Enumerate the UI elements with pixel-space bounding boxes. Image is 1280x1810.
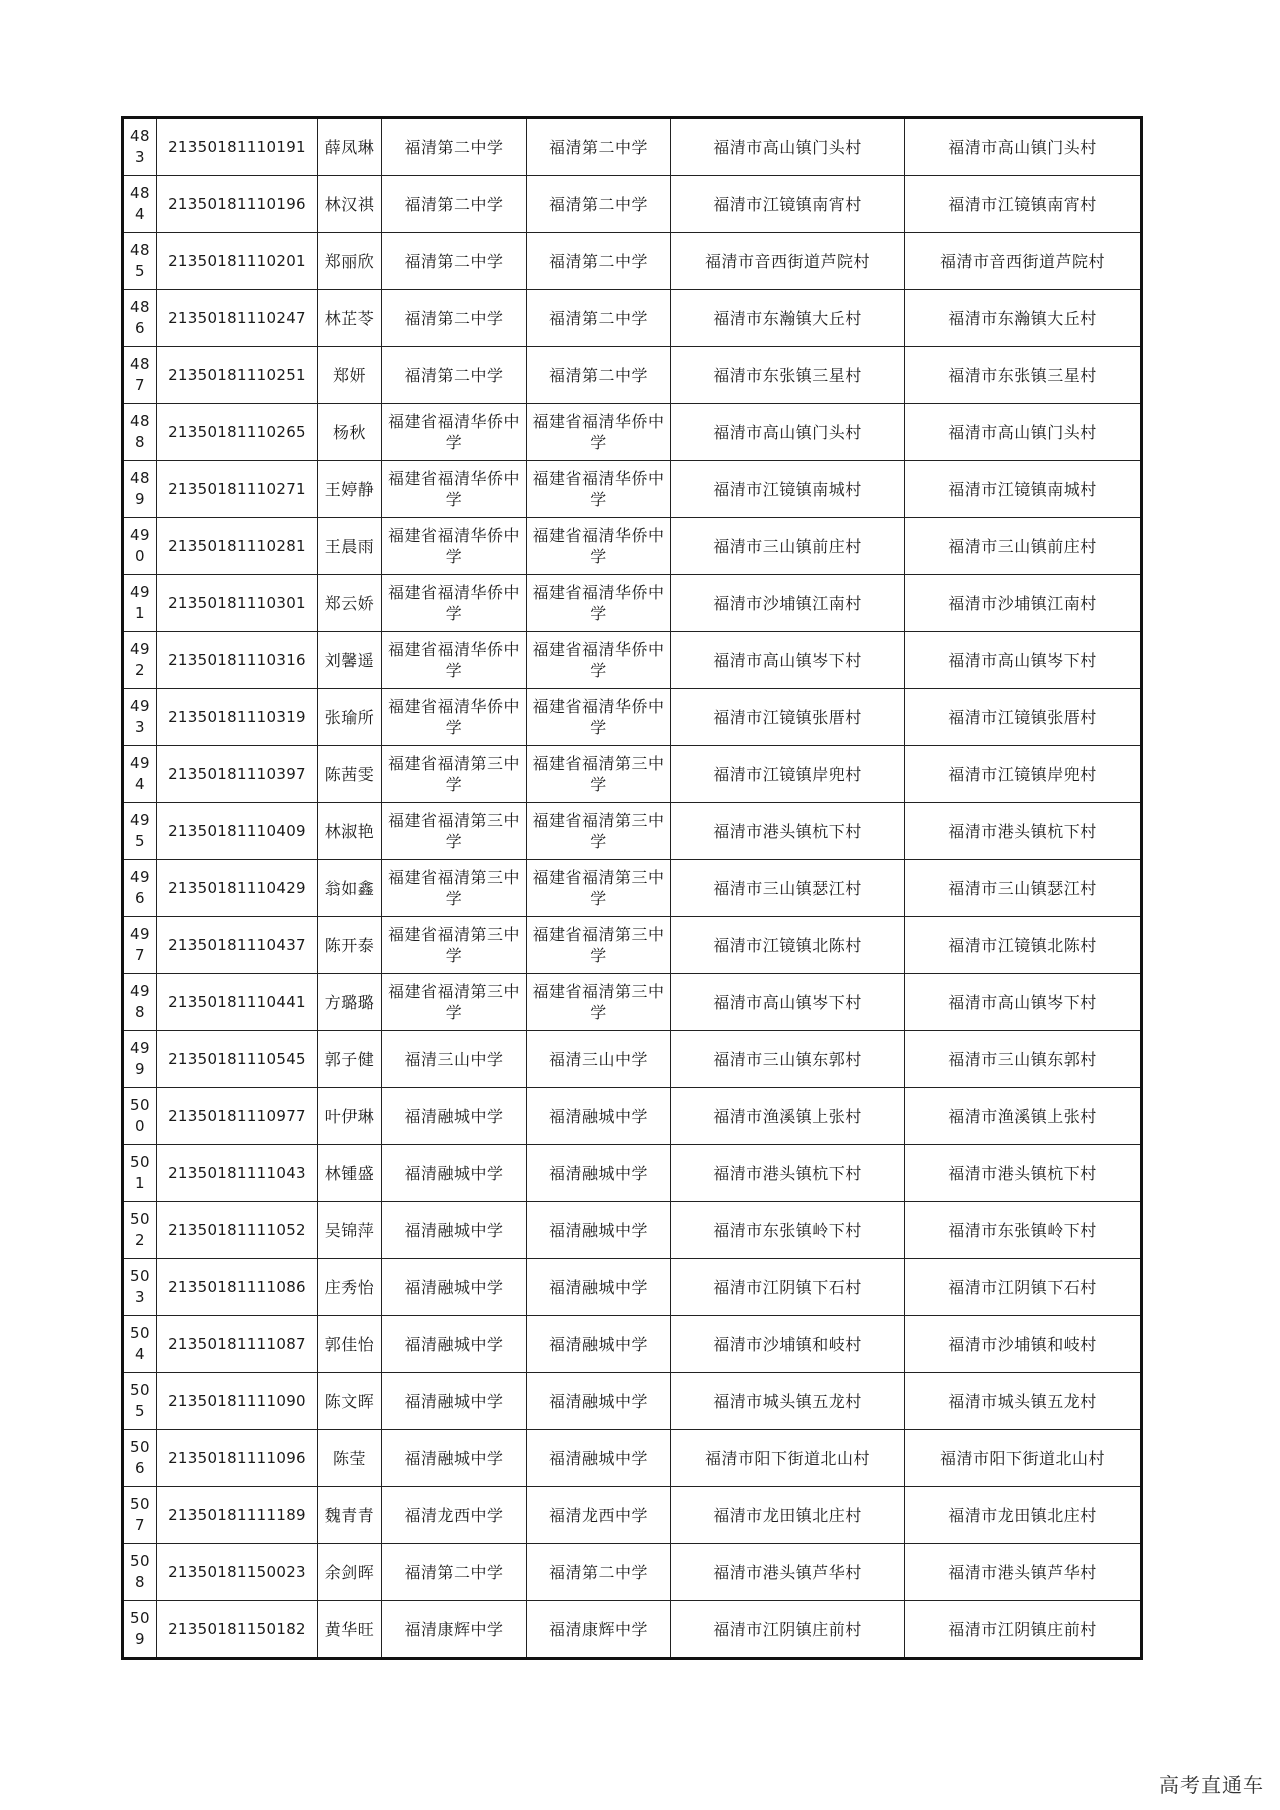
table-row — [123, 518, 1142, 575]
cell-student-name: 陈茜雯 — [318, 746, 382, 803]
cell-row-number: 509 — [123, 1601, 157, 1659]
cell-enrolled-school: 福建省福清华侨中学 — [527, 518, 671, 575]
cell-residence-address: 福清市江阴镇下石村 — [905, 1259, 1142, 1316]
cell-school: 福清康辉中学 — [382, 1601, 527, 1659]
cell-row-number: 485 — [123, 233, 157, 290]
cell-household-address: 福清市东张镇三星村 — [671, 347, 905, 404]
cell-residence-address: 福清市龙田镇北庄村 — [905, 1487, 1142, 1544]
table-row — [123, 746, 1142, 803]
cell-enrolled-school: 福清融城中学 — [527, 1145, 671, 1202]
table-row — [123, 1601, 1142, 1659]
cell-row-number: 489 — [123, 461, 157, 518]
cell-school: 福建省福清华侨中学 — [382, 461, 527, 518]
table-row — [123, 233, 1142, 290]
cell-row-number: 508 — [123, 1544, 157, 1601]
cell-household-address: 福清市沙埔镇江南村 — [671, 575, 905, 632]
cell-household-address: 福清市城头镇五龙村 — [671, 1373, 905, 1430]
cell-household-address: 福清市高山镇门头村 — [671, 118, 905, 176]
cell-school: 福清龙西中学 — [382, 1487, 527, 1544]
cell-residence-address: 福清市高山镇门头村 — [905, 404, 1142, 461]
cell-household-address: 福清市港头镇芦华村 — [671, 1544, 905, 1601]
table-row — [123, 118, 1142, 176]
table-row — [123, 404, 1142, 461]
cell-enrolled-school: 福清融城中学 — [527, 1430, 671, 1487]
table-row — [123, 632, 1142, 689]
table-row — [123, 917, 1142, 974]
cell-residence-address: 福清市东张镇三星村 — [905, 347, 1142, 404]
cell-residence-address: 福清市江镜镇张厝村 — [905, 689, 1142, 746]
cell-exam-id: 21350181110191 — [157, 118, 318, 176]
table-row — [123, 1544, 1142, 1601]
cell-school: 福清第二中学 — [382, 118, 527, 176]
table-row — [123, 974, 1142, 1031]
cell-school: 福清第二中学 — [382, 290, 527, 347]
table-row — [123, 1316, 1142, 1373]
cell-school: 福建省福清华侨中学 — [382, 518, 527, 575]
cell-student-name: 郑云娇 — [318, 575, 382, 632]
cell-exam-id: 21350181110319 — [157, 689, 318, 746]
cell-student-name: 王婷静 — [318, 461, 382, 518]
cell-residence-address: 福清市江镜镇北陈村 — [905, 917, 1142, 974]
cell-school: 福清融城中学 — [382, 1145, 527, 1202]
cell-exam-id: 21350181111189 — [157, 1487, 318, 1544]
cell-exam-id: 21350181111087 — [157, 1316, 318, 1373]
cell-household-address: 福清市港头镇杭下村 — [671, 1145, 905, 1202]
cell-enrolled-school: 福清融城中学 — [527, 1259, 671, 1316]
cell-exam-id: 21350181110545 — [157, 1031, 318, 1088]
cell-residence-address: 福清市渔溪镇上张村 — [905, 1088, 1142, 1145]
cell-student-name: 张瑜所 — [318, 689, 382, 746]
cell-residence-address: 福清市港头镇杭下村 — [905, 803, 1142, 860]
cell-exam-id: 21350181110429 — [157, 860, 318, 917]
cell-exam-id: 21350181111090 — [157, 1373, 318, 1430]
cell-household-address: 福清市江镜镇南宵村 — [671, 176, 905, 233]
cell-school: 福建省福清第三中学 — [382, 746, 527, 803]
cell-row-number: 499 — [123, 1031, 157, 1088]
watermark-text: 高考直通车 — [1159, 1773, 1264, 1797]
cell-residence-address: 福清市东瀚镇大丘村 — [905, 290, 1142, 347]
cell-household-address: 福清市港头镇杭下村 — [671, 803, 905, 860]
cell-residence-address: 福清市城头镇五龙村 — [905, 1373, 1142, 1430]
cell-exam-id: 21350181110201 — [157, 233, 318, 290]
cell-household-address: 福清市高山镇岑下村 — [671, 974, 905, 1031]
cell-enrolled-school: 福建省福清华侨中学 — [527, 689, 671, 746]
cell-exam-id: 21350181110281 — [157, 518, 318, 575]
cell-student-name: 郭佳怡 — [318, 1316, 382, 1373]
cell-exam-id: 21350181110409 — [157, 803, 318, 860]
cell-row-number: 506 — [123, 1430, 157, 1487]
cell-exam-id: 21350181110251 — [157, 347, 318, 404]
cell-enrolled-school: 福清第二中学 — [527, 118, 671, 176]
cell-student-name: 翁如鑫 — [318, 860, 382, 917]
cell-row-number: 491 — [123, 575, 157, 632]
cell-household-address: 福清市渔溪镇上张村 — [671, 1088, 905, 1145]
cell-row-number: 486 — [123, 290, 157, 347]
cell-student-name: 刘馨遥 — [318, 632, 382, 689]
cell-enrolled-school: 福建省福清第三中学 — [527, 860, 671, 917]
cell-school: 福清第二中学 — [382, 176, 527, 233]
table-row — [123, 1145, 1142, 1202]
cell-school: 福建省福清第三中学 — [382, 803, 527, 860]
roster-body — [123, 118, 1142, 1659]
cell-school: 福清第二中学 — [382, 1544, 527, 1601]
table-row — [123, 347, 1142, 404]
cell-student-name: 陈莹 — [318, 1430, 382, 1487]
cell-row-number: 492 — [123, 632, 157, 689]
cell-household-address: 福清市龙田镇北庄村 — [671, 1487, 905, 1544]
cell-student-name: 吴锦萍 — [318, 1202, 382, 1259]
cell-exam-id: 21350181111086 — [157, 1259, 318, 1316]
cell-school: 福建省福清华侨中学 — [382, 404, 527, 461]
cell-row-number: 495 — [123, 803, 157, 860]
table-row — [123, 176, 1142, 233]
cell-residence-address: 福清市三山镇前庄村 — [905, 518, 1142, 575]
cell-school: 福清融城中学 — [382, 1316, 527, 1373]
cell-enrolled-school: 福清第二中学 — [527, 176, 671, 233]
cell-enrolled-school: 福清第二中学 — [527, 233, 671, 290]
cell-exam-id: 21350181110441 — [157, 974, 318, 1031]
cell-enrolled-school: 福建省福清第三中学 — [527, 746, 671, 803]
cell-student-name: 林淑艳 — [318, 803, 382, 860]
cell-student-name: 庄秀怡 — [318, 1259, 382, 1316]
cell-residence-address: 福清市东张镇岭下村 — [905, 1202, 1142, 1259]
table-row — [123, 1202, 1142, 1259]
cell-row-number: 494 — [123, 746, 157, 803]
cell-household-address: 福清市东张镇岭下村 — [671, 1202, 905, 1259]
cell-row-number: 496 — [123, 860, 157, 917]
table-row — [123, 1487, 1142, 1544]
cell-household-address: 福清市江镜镇南城村 — [671, 461, 905, 518]
cell-school: 福建省福清华侨中学 — [382, 689, 527, 746]
cell-residence-address: 福清市阳下街道北山村 — [905, 1430, 1142, 1487]
cell-school: 福清融城中学 — [382, 1259, 527, 1316]
table-row — [123, 860, 1142, 917]
cell-student-name: 陈文晖 — [318, 1373, 382, 1430]
cell-row-number: 503 — [123, 1259, 157, 1316]
cell-row-number: 490 — [123, 518, 157, 575]
cell-row-number: 493 — [123, 689, 157, 746]
table-row — [123, 461, 1142, 518]
table-row — [123, 689, 1142, 746]
cell-student-name: 黄华旺 — [318, 1601, 382, 1659]
cell-row-number: 502 — [123, 1202, 157, 1259]
cell-student-name: 林汉祺 — [318, 176, 382, 233]
cell-school: 福清融城中学 — [382, 1373, 527, 1430]
cell-household-address: 福清市阳下街道北山村 — [671, 1430, 905, 1487]
cell-student-name: 林芷苓 — [318, 290, 382, 347]
cell-student-name: 郑丽欣 — [318, 233, 382, 290]
cell-exam-id: 21350181110397 — [157, 746, 318, 803]
cell-enrolled-school: 福建省福清第三中学 — [527, 917, 671, 974]
cell-enrolled-school: 福清融城中学 — [527, 1202, 671, 1259]
cell-exam-id: 21350181111052 — [157, 1202, 318, 1259]
cell-row-number: 498 — [123, 974, 157, 1031]
cell-enrolled-school: 福清融城中学 — [527, 1316, 671, 1373]
cell-residence-address: 福清市沙埔镇江南村 — [905, 575, 1142, 632]
cell-row-number: 487 — [123, 347, 157, 404]
cell-row-number: 483 — [123, 118, 157, 176]
cell-enrolled-school: 福清融城中学 — [527, 1088, 671, 1145]
cell-student-name: 王晨雨 — [318, 518, 382, 575]
cell-school: 福建省福清第三中学 — [382, 917, 527, 974]
table-row — [123, 1259, 1142, 1316]
cell-household-address: 福清市三山镇前庄村 — [671, 518, 905, 575]
cell-residence-address: 福清市港头镇芦华村 — [905, 1544, 1142, 1601]
cell-student-name: 余剑晖 — [318, 1544, 382, 1601]
cell-row-number: 507 — [123, 1487, 157, 1544]
cell-residence-address: 福清市江镜镇岸兜村 — [905, 746, 1142, 803]
cell-row-number: 500 — [123, 1088, 157, 1145]
cell-student-name: 林锺盛 — [318, 1145, 382, 1202]
cell-household-address: 福清市东瀚镇大丘村 — [671, 290, 905, 347]
cell-school: 福建省福清第三中学 — [382, 974, 527, 1031]
cell-exam-id: 21350181110437 — [157, 917, 318, 974]
cell-school: 福清融城中学 — [382, 1430, 527, 1487]
cell-household-address: 福清市江镜镇北陈村 — [671, 917, 905, 974]
cell-school: 福清第二中学 — [382, 347, 527, 404]
cell-row-number: 504 — [123, 1316, 157, 1373]
cell-school: 福建省福清华侨中学 — [382, 575, 527, 632]
cell-exam-id: 21350181110316 — [157, 632, 318, 689]
cell-student-name: 薛凤琳 — [318, 118, 382, 176]
cell-exam-id: 21350181110247 — [157, 290, 318, 347]
cell-residence-address: 福清市沙埔镇和岐村 — [905, 1316, 1142, 1373]
cell-household-address: 福清市三山镇瑟江村 — [671, 860, 905, 917]
cell-enrolled-school: 福清康辉中学 — [527, 1601, 671, 1659]
cell-residence-address: 福清市三山镇瑟江村 — [905, 860, 1142, 917]
cell-student-name: 陈开泰 — [318, 917, 382, 974]
cell-residence-address: 福清市音西街道芦院村 — [905, 233, 1142, 290]
cell-student-name: 郑妍 — [318, 347, 382, 404]
cell-school: 福清融城中学 — [382, 1088, 527, 1145]
cell-exam-id: 21350181110265 — [157, 404, 318, 461]
cell-enrolled-school: 福建省福清华侨中学 — [527, 461, 671, 518]
cell-residence-address: 福清市江阴镇庄前村 — [905, 1601, 1142, 1659]
cell-exam-id: 21350181111096 — [157, 1430, 318, 1487]
cell-household-address: 福清市沙埔镇和岐村 — [671, 1316, 905, 1373]
table-row — [123, 1373, 1142, 1430]
table-row — [123, 1031, 1142, 1088]
cell-household-address: 福清市江镜镇张厝村 — [671, 689, 905, 746]
cell-school: 福清第二中学 — [382, 233, 527, 290]
roster-table — [121, 116, 1143, 1660]
cell-residence-address: 福清市高山镇岑下村 — [905, 632, 1142, 689]
cell-enrolled-school: 福建省福清华侨中学 — [527, 575, 671, 632]
table-row — [123, 1088, 1142, 1145]
cell-exam-id: 21350181150182 — [157, 1601, 318, 1659]
cell-enrolled-school: 福建省福清华侨中学 — [527, 632, 671, 689]
cell-enrolled-school: 福建省福清第三中学 — [527, 803, 671, 860]
table-row — [123, 803, 1142, 860]
cell-exam-id: 21350181150023 — [157, 1544, 318, 1601]
cell-student-name: 郭子健 — [318, 1031, 382, 1088]
table-row — [123, 290, 1142, 347]
cell-household-address: 福清市江阴镇庄前村 — [671, 1601, 905, 1659]
cell-school: 福建省福清华侨中学 — [382, 632, 527, 689]
cell-row-number: 497 — [123, 917, 157, 974]
cell-school: 福清融城中学 — [382, 1202, 527, 1259]
cell-residence-address: 福清市江镜镇南城村 — [905, 461, 1142, 518]
cell-enrolled-school: 福清融城中学 — [527, 1373, 671, 1430]
cell-enrolled-school: 福建省福清华侨中学 — [527, 404, 671, 461]
cell-row-number: 484 — [123, 176, 157, 233]
cell-residence-address: 福清市高山镇门头村 — [905, 118, 1142, 176]
cell-row-number: 505 — [123, 1373, 157, 1430]
table-row — [123, 575, 1142, 632]
cell-household-address: 福清市江阴镇下石村 — [671, 1259, 905, 1316]
table-row — [123, 1430, 1142, 1487]
cell-residence-address: 福清市高山镇岑下村 — [905, 974, 1142, 1031]
cell-student-name: 杨秋 — [318, 404, 382, 461]
cell-enrolled-school: 福建省福清第三中学 — [527, 974, 671, 1031]
cell-enrolled-school: 福清三山中学 — [527, 1031, 671, 1088]
cell-enrolled-school: 福清龙西中学 — [527, 1487, 671, 1544]
cell-exam-id: 21350181110301 — [157, 575, 318, 632]
cell-household-address: 福清市高山镇门头村 — [671, 404, 905, 461]
cell-household-address: 福清市音西街道芦院村 — [671, 233, 905, 290]
cell-student-name: 方璐璐 — [318, 974, 382, 1031]
cell-exam-id: 21350181111043 — [157, 1145, 318, 1202]
cell-exam-id: 21350181110196 — [157, 176, 318, 233]
cell-household-address: 福清市三山镇东郭村 — [671, 1031, 905, 1088]
cell-enrolled-school: 福清第二中学 — [527, 1544, 671, 1601]
cell-residence-address: 福清市港头镇杭下村 — [905, 1145, 1142, 1202]
cell-student-name: 叶伊琳 — [318, 1088, 382, 1145]
cell-household-address: 福清市高山镇岑下村 — [671, 632, 905, 689]
cell-residence-address: 福清市江镜镇南宵村 — [905, 176, 1142, 233]
cell-student-name: 魏青青 — [318, 1487, 382, 1544]
cell-enrolled-school: 福清第二中学 — [527, 347, 671, 404]
cell-row-number: 501 — [123, 1145, 157, 1202]
cell-exam-id: 21350181110977 — [157, 1088, 318, 1145]
cell-exam-id: 21350181110271 — [157, 461, 318, 518]
cell-residence-address: 福清市三山镇东郭村 — [905, 1031, 1142, 1088]
cell-school: 福建省福清第三中学 — [382, 860, 527, 917]
cell-household-address: 福清市江镜镇岸兜村 — [671, 746, 905, 803]
cell-enrolled-school: 福清第二中学 — [527, 290, 671, 347]
cell-row-number: 488 — [123, 404, 157, 461]
cell-school: 福清三山中学 — [382, 1031, 527, 1088]
